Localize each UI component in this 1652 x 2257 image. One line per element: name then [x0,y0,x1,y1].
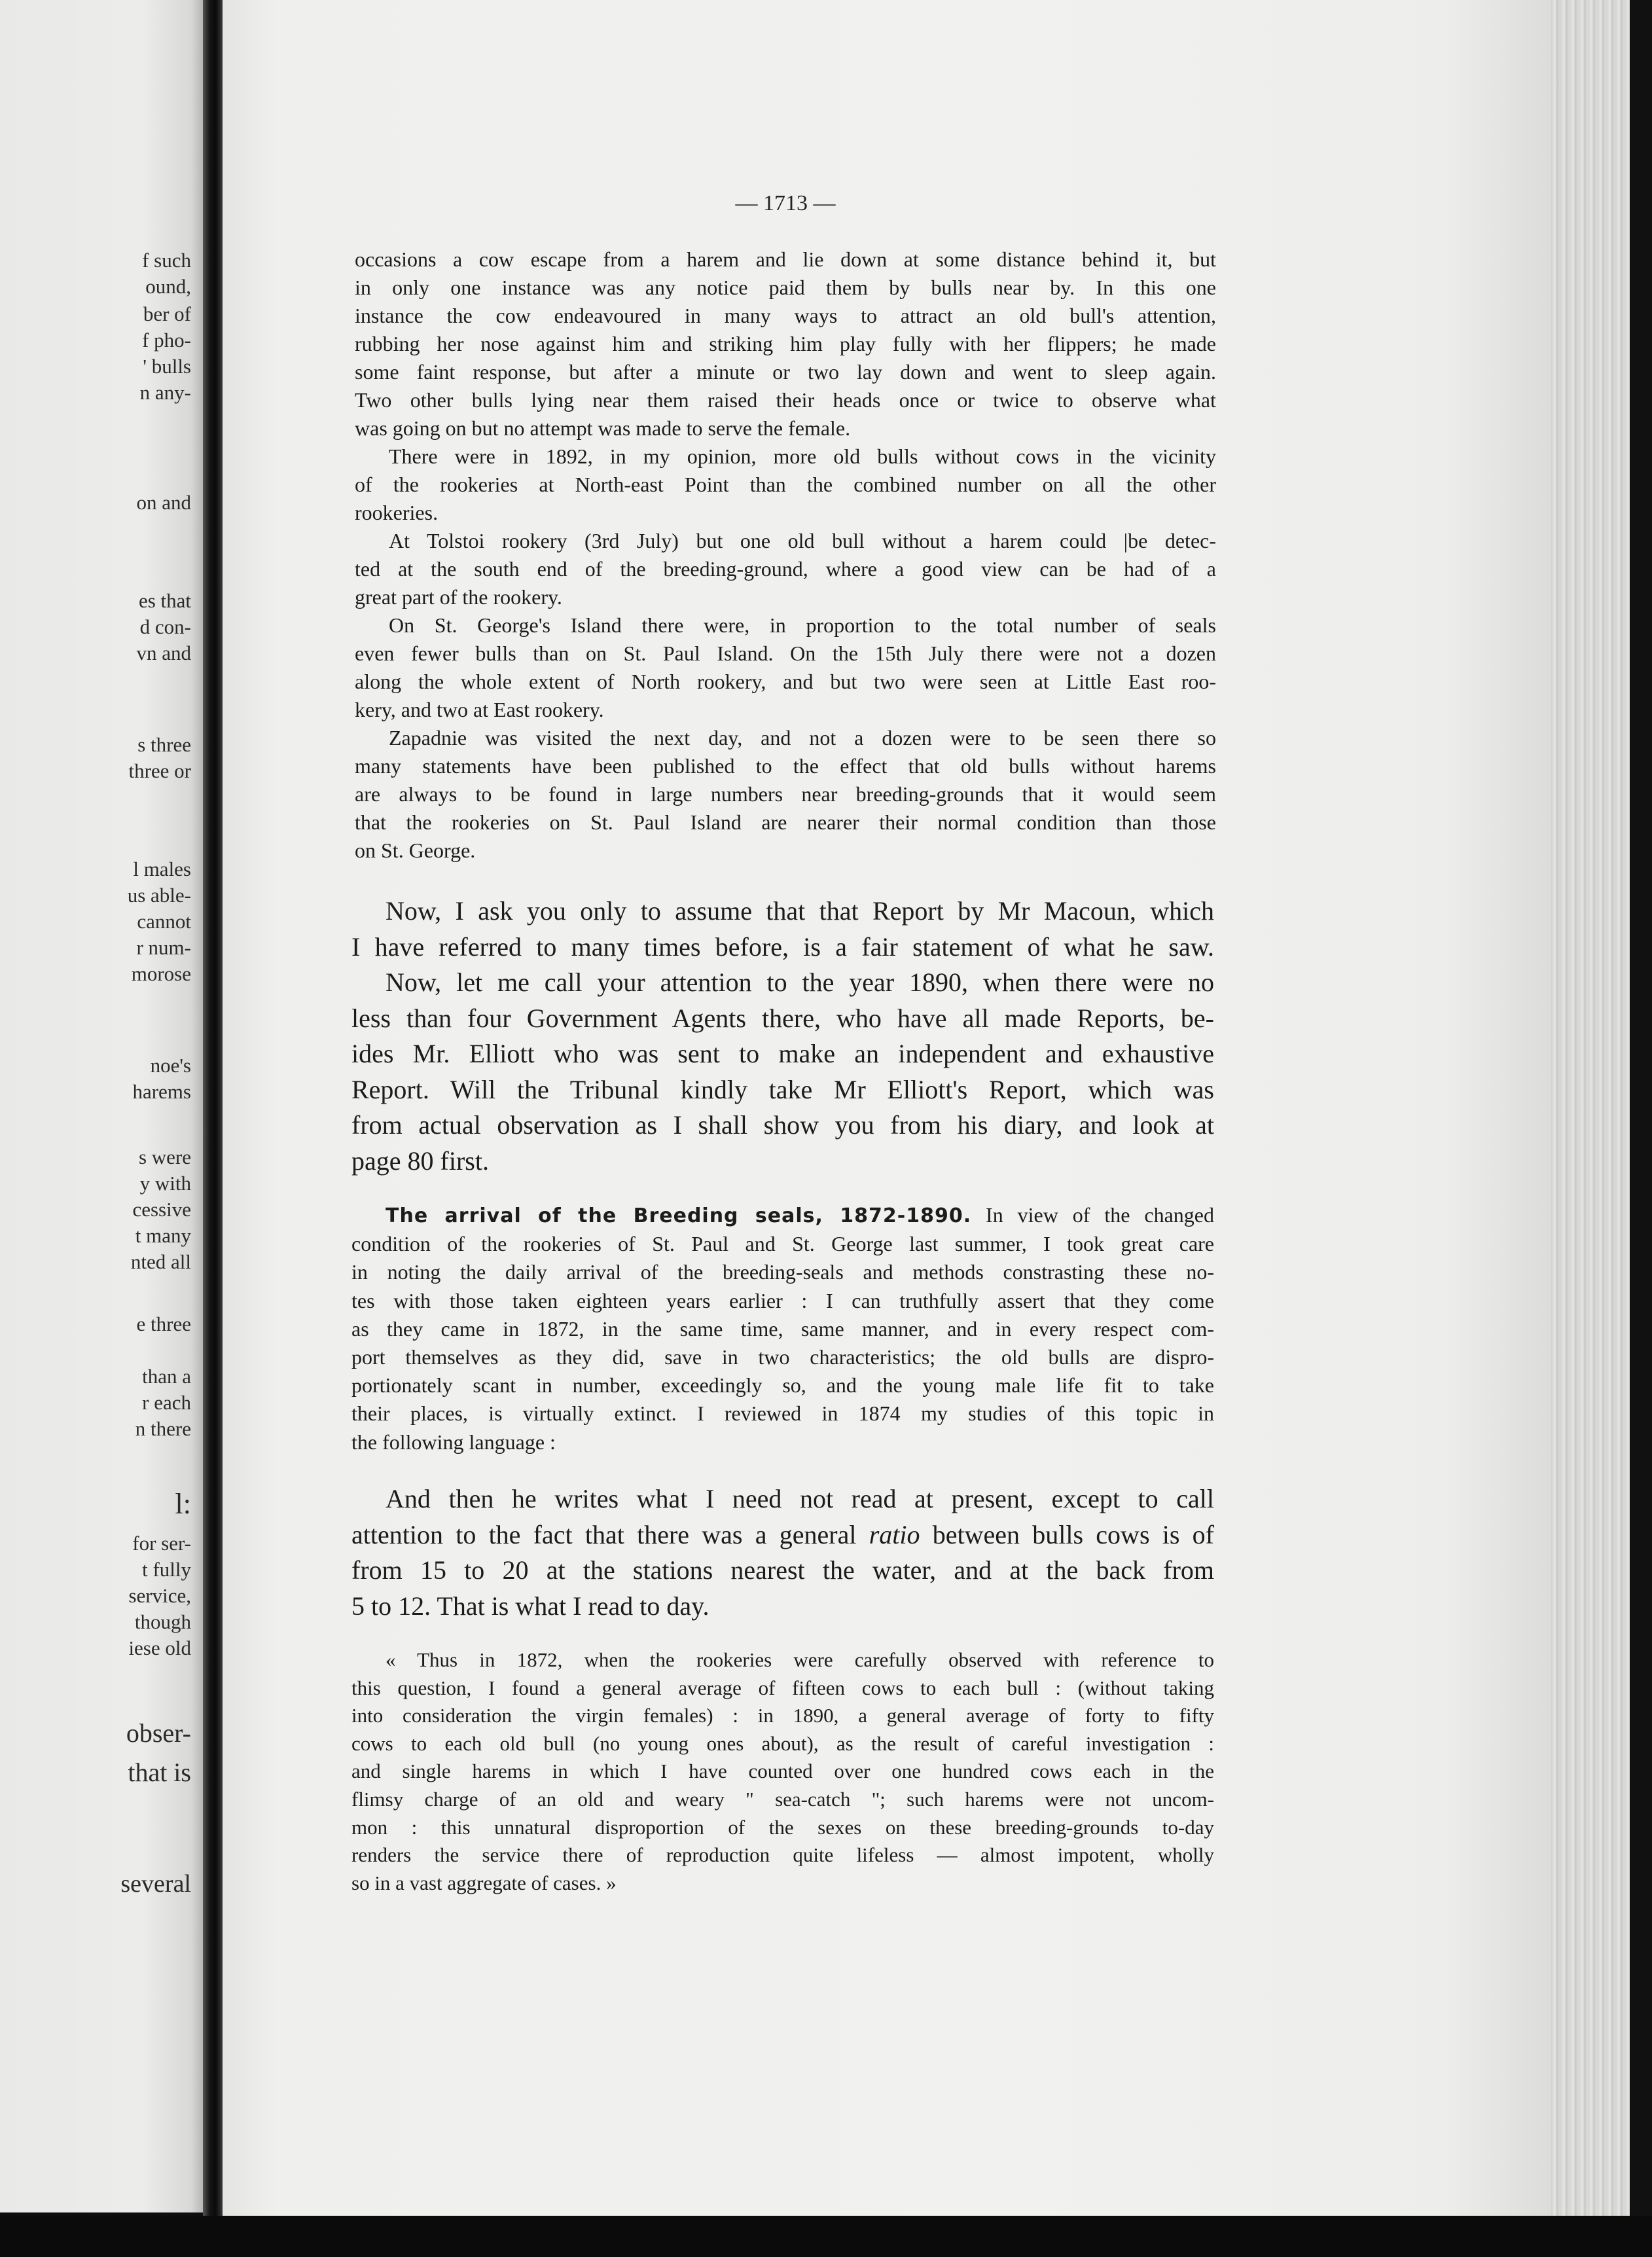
left-page-line: s were [138,1146,191,1168]
text-line: as they came in 1872, in the same time, same manner, and in every respect com- [351,1316,1214,1341]
left-page-line: f such [142,249,191,272]
left-page-line: n any- [139,381,191,404]
left-page-line: cessive [132,1198,191,1221]
text-line: rubbing her nose against him and striking him play fully with her flippers; he made [355,332,1216,355]
scan-border-right [1630,0,1652,2257]
left-page-line: e three [136,1312,191,1335]
text-line: 5 to 12. That is what I read to day. [351,1591,709,1621]
text-line: occasions a cow escape from a harem and lie down at some distance behind it, but [355,247,1216,271]
text-line: There were in 1892, in my opinion, more old bulls without cows in the vicinity [389,444,1216,468]
left-page-line: for ser- [132,1532,191,1555]
section-heading: The arrival of the Breeding seals, 1872-1890. [386,1204,972,1227]
text-line: in noting the daily arrival of the breeding-seals and methods constrasting these no- [351,1260,1214,1284]
left-page-line: that is [128,1758,191,1787]
text-line: « Thus in 1872, when the rookeries were carefully observed with reference to [386,1648,1214,1671]
left-page-line: y with [139,1172,191,1195]
left-page-line: on and [136,491,191,514]
left-page-line: n there [135,1417,191,1440]
text-line: this question, I found a general average of fifteen cows to each bull : (without taking [351,1676,1214,1699]
text-line: even fewer bulls than on St. Paul Island. On the 15th July there were not a dozen [355,641,1216,665]
text-line: are always to be found in large numbers near breeding-grounds that it would seem [355,782,1216,806]
text-line: Two other bulls lying near them raised their heads once or twice to observe what [355,388,1216,412]
text-line: many statements have been published to the effect that old bulls without harems [355,754,1216,778]
text-line: was going on but no attempt was made to serve the female. [355,416,851,440]
left-page-line: obser- [126,1718,191,1748]
book-gutter [203,0,223,2257]
left-page-line: r each [142,1391,191,1414]
text-line: in only one instance was any notice paid them by bulls near by. In this one [355,276,1216,299]
text-line: On St. George's Island there were, in proportion to the total number of seals [389,613,1216,637]
left-page-line: us able- [127,884,191,907]
text-line: port themselves as they did, save in two characteristics; the old bulls are dispro- [351,1345,1214,1369]
text-line: some faint response, but after a minute or two lay down and went to sleep again. [355,360,1216,384]
left-page-line: ber of [143,302,191,325]
text-line: great part of the rookery. [355,585,562,609]
left-page-line: d con- [139,615,191,638]
text-line: portionately scant in number, exceedingly so, and the young male life fit to take [351,1373,1214,1398]
left-page-line: than a [142,1365,191,1388]
text-line: mon : this unnatural disproportion of the sexes on these breeding-grounds to-day [351,1815,1214,1839]
left-page-line: ound, [145,275,191,298]
text-line: And then he writes what I need not read at present, except to call [386,1484,1214,1513]
left-page-line: though [134,1610,191,1633]
counsel-speech-paragraph [351,894,1214,1179]
text-line: instance the cow endeavoured in many ways to attract an old bull's attention, [355,304,1216,327]
left-page-line: iese old [128,1636,191,1659]
left-page-line: harems [132,1080,191,1103]
left-page-line: l: [175,1488,191,1520]
page-edges [1551,0,1630,2229]
text-line: attention to the fact that there was a general ratio between bulls cows is of [351,1519,1214,1549]
text-line: less than four Government Agents there, who have all made Reports, be- [351,1003,1214,1033]
elliott-report-excerpt [351,1201,1214,1456]
text-line: condition of the rookeries of St. Paul and St. George last summer, I took great care [351,1232,1214,1256]
left-page-line: l males [133,858,191,880]
text-line: renders the service there of reproduction quite lifeless — almost impotent, wholly [351,1843,1214,1867]
text-line: tes with those taken eighteen years earlier : I can truthfully assert that they come [351,1288,1214,1312]
text-line: Zapadnie was visited the next day, and not a dozen were to be seen there so [389,726,1216,749]
text-line: their places, is virtually extinct. I reviewed in 1874 my studies of this topic in [351,1401,1214,1426]
counsel-speech-paragraph-2 [351,1481,1214,1624]
text-line: Now, I ask you only to assume that that Report by Mr Macoun, which [386,896,1214,926]
left-page-line: vn and [136,641,191,664]
left-page-line: several [120,1870,191,1898]
left-page-line: noe's [150,1054,191,1077]
text-line: ides Mr. Elliott who was sent to make an independent and exhaustive [351,1039,1214,1068]
text-line: Report. Will the Tribunal kindly take Mr Elliott's Report, which was [351,1074,1214,1104]
report-excerpt [355,245,1216,865]
text-line [351,1201,1214,1230]
left-page-line: r num- [136,936,191,959]
text-line: from actual observation as I shall show you from his diary, and look at [351,1110,1214,1140]
text-line: so in a vast aggregate of cases. » [351,1871,617,1894]
left-page-line: service, [128,1584,191,1607]
left-page-line: three or [128,759,191,782]
text-line: ted at the south end of the breeding-ground, where a good view can be had of a [355,557,1216,581]
left-page-line: t fully [142,1558,191,1581]
text-line: kery, and two at East rookery. [355,698,604,721]
left-facing-page [0,0,203,2212]
text-line: page 80 first. [351,1146,489,1176]
text-line: the following language : [351,1430,556,1454]
text-fragment: In view of the changed [986,1203,1214,1227]
left-page-line: f pho- [142,329,191,352]
left-page-line: ' bulls [143,355,191,378]
page-number: — 1713 — [735,191,836,215]
text-line: At Tolstoi rookery (3rd July) but one old bull without a harem could |be detec- [389,529,1216,552]
left-page-line: s three [137,733,191,756]
text-line: Now, let me call your attention to the year 1890, when there were no [386,967,1214,997]
text-line: of the rookeries at North-east Point than the combined number on all the other [355,473,1216,496]
text-line: along the whole extent of North rookery, and but two were seen at Little East roo- [355,670,1216,693]
left-page-line: morose [131,962,191,985]
text-line: cows to each old bull (no young ones about), as the result of careful investigation : [351,1731,1214,1755]
left-page-line: es that [138,589,191,612]
text-line: from 15 to 20 at the stations nearest the water, and at the back from [351,1555,1214,1585]
text-line: I have referred to many times before, is a fair statement of what he saw. [351,931,1214,962]
quoted-passage [351,1646,1214,1897]
text-line: and single harems in which I have counted over one hundred cows each in the [351,1760,1214,1783]
text-line: into consideration the virgin females) : in 1890, a general average of forty to fifty [351,1704,1214,1727]
left-page-line: t many [135,1224,191,1247]
left-page-line: nted all [130,1250,191,1273]
left-page-line: cannot [137,910,191,933]
text-line: on St. George. [355,839,476,862]
text-line: rookeries. [355,501,439,524]
text-line: that the rookeries on St. Paul Island are nearer their normal condition than those [355,810,1216,834]
scan-border-bottom [0,2216,1652,2257]
text-line: flimsy charge of an old and weary " sea-catch "; such harems were not uncom- [351,1787,1214,1811]
